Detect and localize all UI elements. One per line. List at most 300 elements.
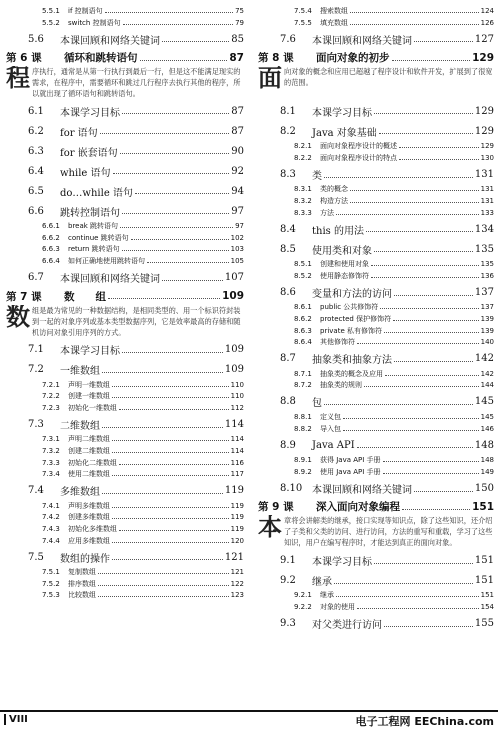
entry-title: this 的用法 bbox=[312, 225, 364, 237]
entry-number: 第 9 课 bbox=[258, 501, 294, 514]
dot-leader bbox=[112, 514, 229, 519]
entry-title: 类的概念 bbox=[320, 185, 348, 194]
toc-subsection-entry[interactable] bbox=[258, 369, 494, 381]
dot-leader bbox=[108, 293, 220, 300]
entry-title: 使用静态修饰符 bbox=[320, 271, 369, 280]
toc-lesson-heading[interactable] bbox=[258, 49, 494, 66]
dot-leader bbox=[379, 128, 473, 135]
intro-drop-cap: 程 bbox=[6, 66, 30, 93]
toc-subsection-entry[interactable] bbox=[6, 221, 244, 233]
dot-leader bbox=[162, 36, 229, 43]
toc-section-entry[interactable] bbox=[258, 101, 494, 121]
entry-title: 多维数组 bbox=[60, 487, 100, 499]
entry-page-number: 129 bbox=[472, 51, 494, 64]
dot-leader bbox=[343, 426, 479, 431]
page-number: VIII bbox=[4, 714, 28, 725]
toc-subsection-entry[interactable] bbox=[258, 314, 494, 326]
site-watermark: 电子工程网 EEChina.com bbox=[355, 715, 494, 728]
entry-number: 7.5 bbox=[28, 551, 44, 563]
toc-section-entry[interactable] bbox=[258, 219, 494, 239]
dot-leader bbox=[357, 339, 479, 344]
entry-page-number: 75 bbox=[235, 7, 244, 15]
entry-number: 8.8.2 bbox=[294, 424, 312, 433]
toc-section-entry[interactable] bbox=[258, 239, 494, 259]
dot-leader bbox=[98, 569, 229, 574]
entry-title: 本课学习目标 bbox=[312, 556, 372, 568]
entry-title: Java 对象基础 bbox=[312, 127, 377, 139]
entry-number: 8.6.1 bbox=[294, 303, 312, 312]
entry-number: 8.2.1 bbox=[294, 142, 312, 151]
entry-title: private 私有修饰符 bbox=[320, 326, 382, 335]
entry-title: 声明多维数组 bbox=[68, 501, 110, 510]
toc-subsection-entry[interactable] bbox=[6, 380, 244, 392]
entry-title: 本课学习目标 bbox=[60, 107, 120, 119]
entry-number: 7.5.5 bbox=[294, 18, 312, 27]
toc-subsection-entry[interactable] bbox=[6, 403, 244, 415]
dot-leader bbox=[394, 289, 473, 296]
entry-page-number: 94 bbox=[231, 185, 244, 197]
dot-leader bbox=[336, 592, 479, 597]
toc-section-entry[interactable] bbox=[6, 414, 244, 434]
entry-title: 数组的操作 bbox=[60, 553, 110, 565]
entry-number: 5.5.1 bbox=[42, 7, 60, 15]
lesson-intro bbox=[6, 66, 244, 100]
entry-page-number: 119 bbox=[224, 485, 244, 497]
entry-number: 8.3.1 bbox=[294, 185, 312, 194]
entry-title: return 跳转语句 bbox=[68, 245, 120, 254]
toc-subsection-entry[interactable] bbox=[6, 6, 244, 18]
entry-page-number: 121 bbox=[224, 551, 244, 563]
entry-page-number: 114 bbox=[230, 446, 244, 455]
toc-subsection-entry[interactable] bbox=[258, 141, 494, 153]
entry-title: 导入包 bbox=[320, 424, 341, 433]
entry-title: 包 bbox=[312, 398, 322, 410]
entry-number: 8.10 bbox=[280, 482, 303, 494]
lesson-intro bbox=[258, 515, 494, 549]
entry-number: 8.3 bbox=[280, 168, 296, 180]
toc-subsection-entry[interactable] bbox=[6, 18, 244, 30]
entry-page-number: 150 bbox=[474, 482, 494, 494]
dot-leader bbox=[140, 54, 228, 61]
toc-right-column bbox=[258, 6, 494, 633]
entry-page-number: 124 bbox=[480, 7, 494, 15]
entry-title: protected 保护修饰符 bbox=[320, 314, 392, 323]
entry-number: 6.4 bbox=[28, 165, 44, 177]
toc-section-entry[interactable] bbox=[258, 121, 494, 141]
toc-subsection-entry[interactable] bbox=[258, 412, 494, 424]
dot-leader bbox=[371, 273, 479, 278]
entry-title: do…while 语句 bbox=[60, 187, 133, 199]
toc-section-entry[interactable] bbox=[258, 435, 494, 455]
dot-leader bbox=[336, 210, 479, 215]
toc-section-entry[interactable] bbox=[258, 29, 494, 49]
toc-lesson-heading[interactable] bbox=[6, 288, 244, 305]
entry-number: 7.3.1 bbox=[42, 435, 60, 444]
entry-number: 6.6.3 bbox=[42, 245, 60, 254]
dot-leader bbox=[112, 437, 229, 442]
entry-title: switch 控制语句 bbox=[68, 18, 121, 27]
toc-section-entry[interactable] bbox=[258, 392, 494, 412]
entry-title: 搜索数组 bbox=[320, 7, 348, 15]
toc-subsection-entry[interactable] bbox=[258, 6, 494, 18]
entry-number: 7.3.4 bbox=[42, 470, 60, 479]
toc-subsection-entry[interactable] bbox=[6, 233, 244, 245]
entry-number: 7.2.3 bbox=[42, 403, 60, 412]
entry-number: 7.4.4 bbox=[42, 536, 60, 545]
toc-subsection-entry[interactable] bbox=[258, 602, 494, 614]
dot-leader bbox=[399, 155, 479, 160]
entry-title: 应用多维数组 bbox=[68, 536, 110, 545]
entry-title: 面向对象程序设计的特点 bbox=[320, 153, 397, 162]
entry-title: 定义包 bbox=[320, 412, 341, 421]
entry-page-number: 142 bbox=[474, 353, 494, 365]
dot-leader bbox=[384, 620, 473, 627]
intro-drop-cap: 数 bbox=[6, 304, 30, 331]
entry-number: 第 7 课 bbox=[6, 290, 42, 303]
toc-subsection-entry[interactable] bbox=[258, 271, 494, 283]
dot-leader bbox=[402, 503, 470, 510]
entry-page-number: 145 bbox=[480, 412, 494, 421]
dot-leader bbox=[383, 457, 479, 462]
toc-subsection-entry[interactable] bbox=[6, 579, 244, 591]
dot-leader bbox=[100, 128, 230, 135]
entry-title: 排序数组 bbox=[68, 579, 96, 588]
toc-subsection-entry[interactable] bbox=[258, 196, 494, 208]
entry-page-number: 146 bbox=[480, 424, 494, 433]
entry-title: 面向对象的初步 bbox=[316, 52, 390, 65]
toc-subsection-entry[interactable] bbox=[6, 512, 244, 524]
entry-title: 初始化多维数组 bbox=[68, 524, 117, 533]
toc-subsection-entry[interactable] bbox=[258, 590, 494, 602]
entry-page-number: 117 bbox=[230, 470, 244, 479]
toc-subsection-entry[interactable] bbox=[6, 434, 244, 446]
dot-leader bbox=[102, 421, 223, 428]
dot-leader bbox=[374, 108, 473, 115]
entry-page-number: 129 bbox=[474, 105, 494, 117]
toc-lesson-heading[interactable] bbox=[258, 498, 494, 515]
toc-left-column bbox=[6, 6, 244, 602]
entry-title: 抽象类的规则 bbox=[320, 381, 362, 390]
entry-number: 8.5.2 bbox=[294, 271, 312, 280]
entry-title: 类 bbox=[312, 170, 322, 182]
toc-section-entry[interactable] bbox=[6, 161, 244, 181]
entry-page-number: 123 bbox=[230, 591, 244, 600]
entry-page-number: 151 bbox=[472, 500, 494, 513]
entry-page-number: 87 bbox=[231, 125, 244, 137]
dot-leader bbox=[162, 274, 223, 281]
entry-page-number: 97 bbox=[231, 205, 244, 217]
entry-page-number: 127 bbox=[474, 33, 494, 45]
toc-section-entry[interactable] bbox=[258, 613, 494, 633]
entry-title: while 语句 bbox=[60, 167, 111, 179]
toc-subsection-entry[interactable] bbox=[258, 337, 494, 349]
entry-title: 使用 Java API 手册 bbox=[320, 467, 381, 476]
toc-section-entry[interactable] bbox=[6, 141, 244, 161]
entry-page-number: 126 bbox=[480, 18, 494, 27]
dot-leader bbox=[102, 487, 223, 494]
toc-section-entry[interactable] bbox=[6, 268, 244, 288]
toc-section-entry[interactable] bbox=[6, 181, 244, 201]
entry-page-number: 135 bbox=[480, 260, 494, 269]
entry-title: 变量和方法的访问 bbox=[312, 288, 392, 300]
dot-leader bbox=[105, 8, 233, 13]
entry-number: 8.8 bbox=[280, 396, 296, 408]
toc-section-entry[interactable] bbox=[258, 282, 494, 302]
entry-title: 本课回顾和网络关键词 bbox=[312, 484, 412, 496]
dot-leader bbox=[343, 414, 479, 419]
dot-leader bbox=[112, 471, 229, 476]
dot-leader bbox=[119, 405, 229, 410]
dot-leader bbox=[112, 554, 223, 561]
entry-title: break 跳转语句 bbox=[68, 222, 119, 231]
entry-page-number: 120 bbox=[230, 536, 244, 545]
entry-title: 创建多维数组 bbox=[68, 513, 110, 522]
entry-title: 使用二维数组 bbox=[68, 470, 110, 479]
dot-leader bbox=[98, 581, 229, 586]
entry-page-number: 116 bbox=[230, 458, 244, 467]
toc-section-entry[interactable] bbox=[258, 164, 494, 184]
entry-title: for 语句 bbox=[60, 127, 98, 139]
toc-subsection-entry[interactable] bbox=[6, 524, 244, 536]
toc-section-entry[interactable] bbox=[6, 201, 244, 221]
footer-rule bbox=[0, 710, 498, 712]
dot-leader bbox=[112, 448, 229, 453]
toc-section-entry[interactable] bbox=[258, 349, 494, 369]
entry-title: 对象的使用 bbox=[320, 602, 355, 611]
dot-leader bbox=[357, 604, 479, 609]
toc-subsection-entry[interactable] bbox=[6, 536, 244, 548]
entry-page-number: 119 bbox=[230, 524, 244, 533]
toc-subsection-entry[interactable] bbox=[6, 590, 244, 602]
entry-page-number: 122 bbox=[230, 579, 244, 588]
entry-number: 5.6 bbox=[28, 33, 44, 45]
entry-page-number: 148 bbox=[480, 456, 494, 465]
entry-number: 9.2.2 bbox=[294, 602, 312, 611]
toc-subsection-entry[interactable] bbox=[6, 256, 244, 268]
toc-subsection-entry[interactable] bbox=[6, 458, 244, 470]
entry-number: 6.6.2 bbox=[42, 233, 60, 242]
entry-page-number: 85 bbox=[231, 33, 244, 45]
entry-title: Java API bbox=[312, 439, 355, 451]
entry-number: 7.4.1 bbox=[42, 501, 60, 510]
dot-leader bbox=[350, 20, 479, 25]
entry-page-number: 133 bbox=[480, 208, 494, 217]
dot-leader bbox=[119, 460, 229, 465]
entry-number: 7.2.2 bbox=[42, 392, 60, 401]
entry-number: 第 8 课 bbox=[258, 52, 294, 65]
toc-subsection-entry[interactable] bbox=[6, 446, 244, 458]
entry-number: 8.7 bbox=[280, 353, 296, 365]
toc-subsection-entry[interactable] bbox=[6, 469, 244, 481]
entry-number: 9.1 bbox=[280, 554, 296, 566]
entry-number: 7.4 bbox=[28, 485, 44, 497]
entry-page-number: 136 bbox=[480, 271, 494, 280]
entry-number: 9.2.1 bbox=[294, 591, 312, 600]
dot-leader bbox=[324, 171, 473, 178]
dot-leader bbox=[392, 54, 471, 61]
dot-leader bbox=[394, 355, 473, 362]
entry-title: 初始化一维数组 bbox=[68, 403, 117, 412]
intro-text: 向对象的概念和应用已超越了程序设计和软件开发，扩展到了很宽的范围。 bbox=[284, 67, 493, 88]
toc-subsection-entry[interactable] bbox=[258, 184, 494, 196]
entry-page-number: 87 bbox=[229, 51, 244, 64]
entry-page-number: 110 bbox=[230, 392, 244, 401]
entry-title: 继承 bbox=[320, 591, 334, 600]
entry-page-number: 145 bbox=[474, 396, 494, 408]
toc-subsection-entry[interactable] bbox=[258, 18, 494, 30]
toc-section-entry[interactable] bbox=[6, 29, 244, 49]
dot-leader bbox=[122, 208, 229, 215]
toc-subsection-entry[interactable] bbox=[258, 467, 494, 479]
entry-title: 抽象类和抽象方法 bbox=[312, 355, 392, 367]
entry-number: 7.4.2 bbox=[42, 513, 60, 522]
toc-subsection-entry[interactable] bbox=[258, 455, 494, 467]
entry-title: 创建一维数组 bbox=[68, 392, 110, 401]
toc-lesson-heading[interactable] bbox=[6, 49, 244, 66]
dot-leader bbox=[119, 526, 229, 531]
entry-page-number: 137 bbox=[480, 303, 494, 312]
entry-number: 9.3 bbox=[280, 617, 296, 629]
toc-subsection-entry[interactable] bbox=[6, 501, 244, 513]
entry-page-number: 109 bbox=[222, 290, 244, 303]
entry-number: 8.9 bbox=[280, 439, 296, 451]
entry-number: 7.5.4 bbox=[294, 7, 312, 15]
toc-section-entry[interactable] bbox=[6, 121, 244, 141]
toc-section-entry[interactable] bbox=[258, 570, 494, 590]
toc-subsection-entry[interactable] bbox=[258, 302, 494, 314]
dot-leader bbox=[350, 8, 479, 13]
entry-title: 本课回顾和网络关键词 bbox=[60, 35, 160, 47]
entry-number: 7.3.3 bbox=[42, 458, 60, 467]
entry-page-number: 90 bbox=[231, 145, 244, 157]
entry-page-number: 110 bbox=[230, 380, 244, 389]
dot-leader bbox=[112, 538, 229, 543]
entry-number: 7.6 bbox=[280, 33, 296, 45]
entry-number: 7.2 bbox=[28, 364, 44, 376]
entry-page-number: 129 bbox=[474, 125, 494, 137]
toc-section-entry[interactable] bbox=[258, 478, 494, 498]
entry-page-number: 109 bbox=[224, 344, 244, 356]
intro-text: 章将会讲解类的继承，接口实现等知识点，除了这些知识，还介绍了子类和父类的访问、进行访问，方法的重写和重载，学习了这些知识，用户在编写程序时，才能达到真正的面向对象。 bbox=[284, 516, 493, 548]
entry-title: 二维数组 bbox=[60, 420, 100, 432]
dot-leader bbox=[102, 366, 223, 373]
entry-number: 8.6.4 bbox=[294, 338, 312, 347]
entry-page-number: 148 bbox=[474, 439, 494, 451]
dot-leader bbox=[374, 246, 473, 253]
entry-number: 第 6 课 bbox=[6, 52, 42, 65]
entry-number: 8.1 bbox=[280, 105, 296, 117]
entry-page-number: 155 bbox=[474, 617, 494, 629]
toc-subsection-entry[interactable] bbox=[258, 380, 494, 392]
entry-page-number: 121 bbox=[230, 568, 244, 577]
entry-page-number: 131 bbox=[480, 196, 494, 205]
entry-title: 面向对象程序设计的概述 bbox=[320, 142, 397, 151]
entry-page-number: 107 bbox=[224, 272, 244, 284]
toc-subsection-entry[interactable] bbox=[6, 244, 244, 256]
dot-leader bbox=[366, 226, 473, 233]
entry-page-number: 97 bbox=[235, 222, 244, 231]
entry-number: 7.2.1 bbox=[42, 380, 60, 389]
dot-leader bbox=[122, 346, 223, 353]
entry-number: 8.8.1 bbox=[294, 412, 312, 421]
toc-section-entry[interactable] bbox=[6, 547, 244, 567]
entry-number: 8.6 bbox=[280, 286, 296, 298]
toc-section-entry[interactable] bbox=[258, 550, 494, 570]
toc-section-entry[interactable] bbox=[6, 340, 244, 360]
toc-section-entry[interactable] bbox=[6, 101, 244, 121]
toc-subsection-entry[interactable] bbox=[6, 567, 244, 579]
entry-number: 6.6.1 bbox=[42, 222, 60, 231]
entry-number: 6.1 bbox=[28, 105, 44, 117]
entry-title: if 控制语句 bbox=[68, 7, 103, 15]
entry-title: 方法 bbox=[320, 208, 334, 217]
intro-text: 序执行，通常是从第一行执行到最后一行，但是这不能满足现实的需求，在程序中，需要循环和跳过几行程序去执行其他的程序，所以就出现了循环语句和跳转语句。 bbox=[32, 67, 241, 99]
toc-subsection-entry[interactable] bbox=[258, 153, 494, 165]
entry-page-number: 134 bbox=[474, 223, 494, 235]
dot-leader bbox=[122, 247, 229, 252]
entry-title: 比较数组 bbox=[68, 591, 96, 600]
entry-title: continue 跳转语句 bbox=[68, 233, 129, 242]
entry-title: for 嵌套语句 bbox=[60, 147, 118, 159]
entry-number: 5.5.2 bbox=[42, 18, 60, 27]
dot-leader bbox=[374, 557, 473, 564]
entry-number: 8.6.2 bbox=[294, 314, 312, 323]
entry-title: 深入面向对象编程 bbox=[316, 501, 400, 514]
entry-number: 7.5.1 bbox=[42, 568, 60, 577]
entry-title: 构造方法 bbox=[320, 196, 348, 205]
entry-page-number: 149 bbox=[480, 467, 494, 476]
toc-subsection-entry[interactable] bbox=[6, 391, 244, 403]
dot-leader bbox=[122, 108, 229, 115]
toc-subsection-entry[interactable] bbox=[258, 208, 494, 220]
entry-number: 7.5.2 bbox=[42, 579, 60, 588]
dot-leader bbox=[385, 371, 479, 376]
entry-title: 继承 bbox=[312, 576, 332, 588]
entry-title: 一维数组 bbox=[60, 366, 100, 378]
entry-title: public 公共修饰符 bbox=[320, 303, 379, 312]
dot-leader bbox=[135, 188, 229, 195]
toc-subsection-entry[interactable] bbox=[258, 259, 494, 271]
toc-subsection-entry[interactable] bbox=[258, 326, 494, 338]
entry-page-number: 142 bbox=[480, 369, 494, 378]
entry-number: 8.3.2 bbox=[294, 196, 312, 205]
entry-page-number: 79 bbox=[235, 18, 244, 27]
entry-page-number: 129 bbox=[480, 142, 494, 151]
toc-section-entry[interactable] bbox=[6, 360, 244, 380]
entry-title: 抽象类的概念及应用 bbox=[320, 369, 383, 378]
toc-section-entry[interactable] bbox=[6, 481, 244, 501]
entry-title: 创建和使用对象 bbox=[320, 260, 369, 269]
entry-page-number: 140 bbox=[480, 338, 494, 347]
dot-leader bbox=[120, 148, 230, 155]
dot-leader bbox=[112, 382, 229, 387]
dot-leader bbox=[324, 399, 473, 406]
entry-title: 本课回顾和网络关键词 bbox=[60, 274, 160, 286]
entry-number: 6.5 bbox=[28, 185, 44, 197]
entry-number: 8.5.1 bbox=[294, 260, 312, 269]
dot-leader bbox=[120, 223, 233, 228]
entry-number: 6.3 bbox=[28, 145, 44, 157]
entry-number: 8.2.2 bbox=[294, 153, 312, 162]
entry-page-number: 92 bbox=[231, 165, 244, 177]
dot-leader bbox=[123, 20, 234, 25]
entry-number: 8.3.3 bbox=[294, 208, 312, 217]
dot-leader bbox=[414, 36, 473, 43]
dot-leader bbox=[350, 187, 479, 192]
dot-leader bbox=[357, 442, 473, 449]
toc-subsection-entry[interactable] bbox=[258, 424, 494, 436]
dot-leader bbox=[380, 305, 478, 310]
